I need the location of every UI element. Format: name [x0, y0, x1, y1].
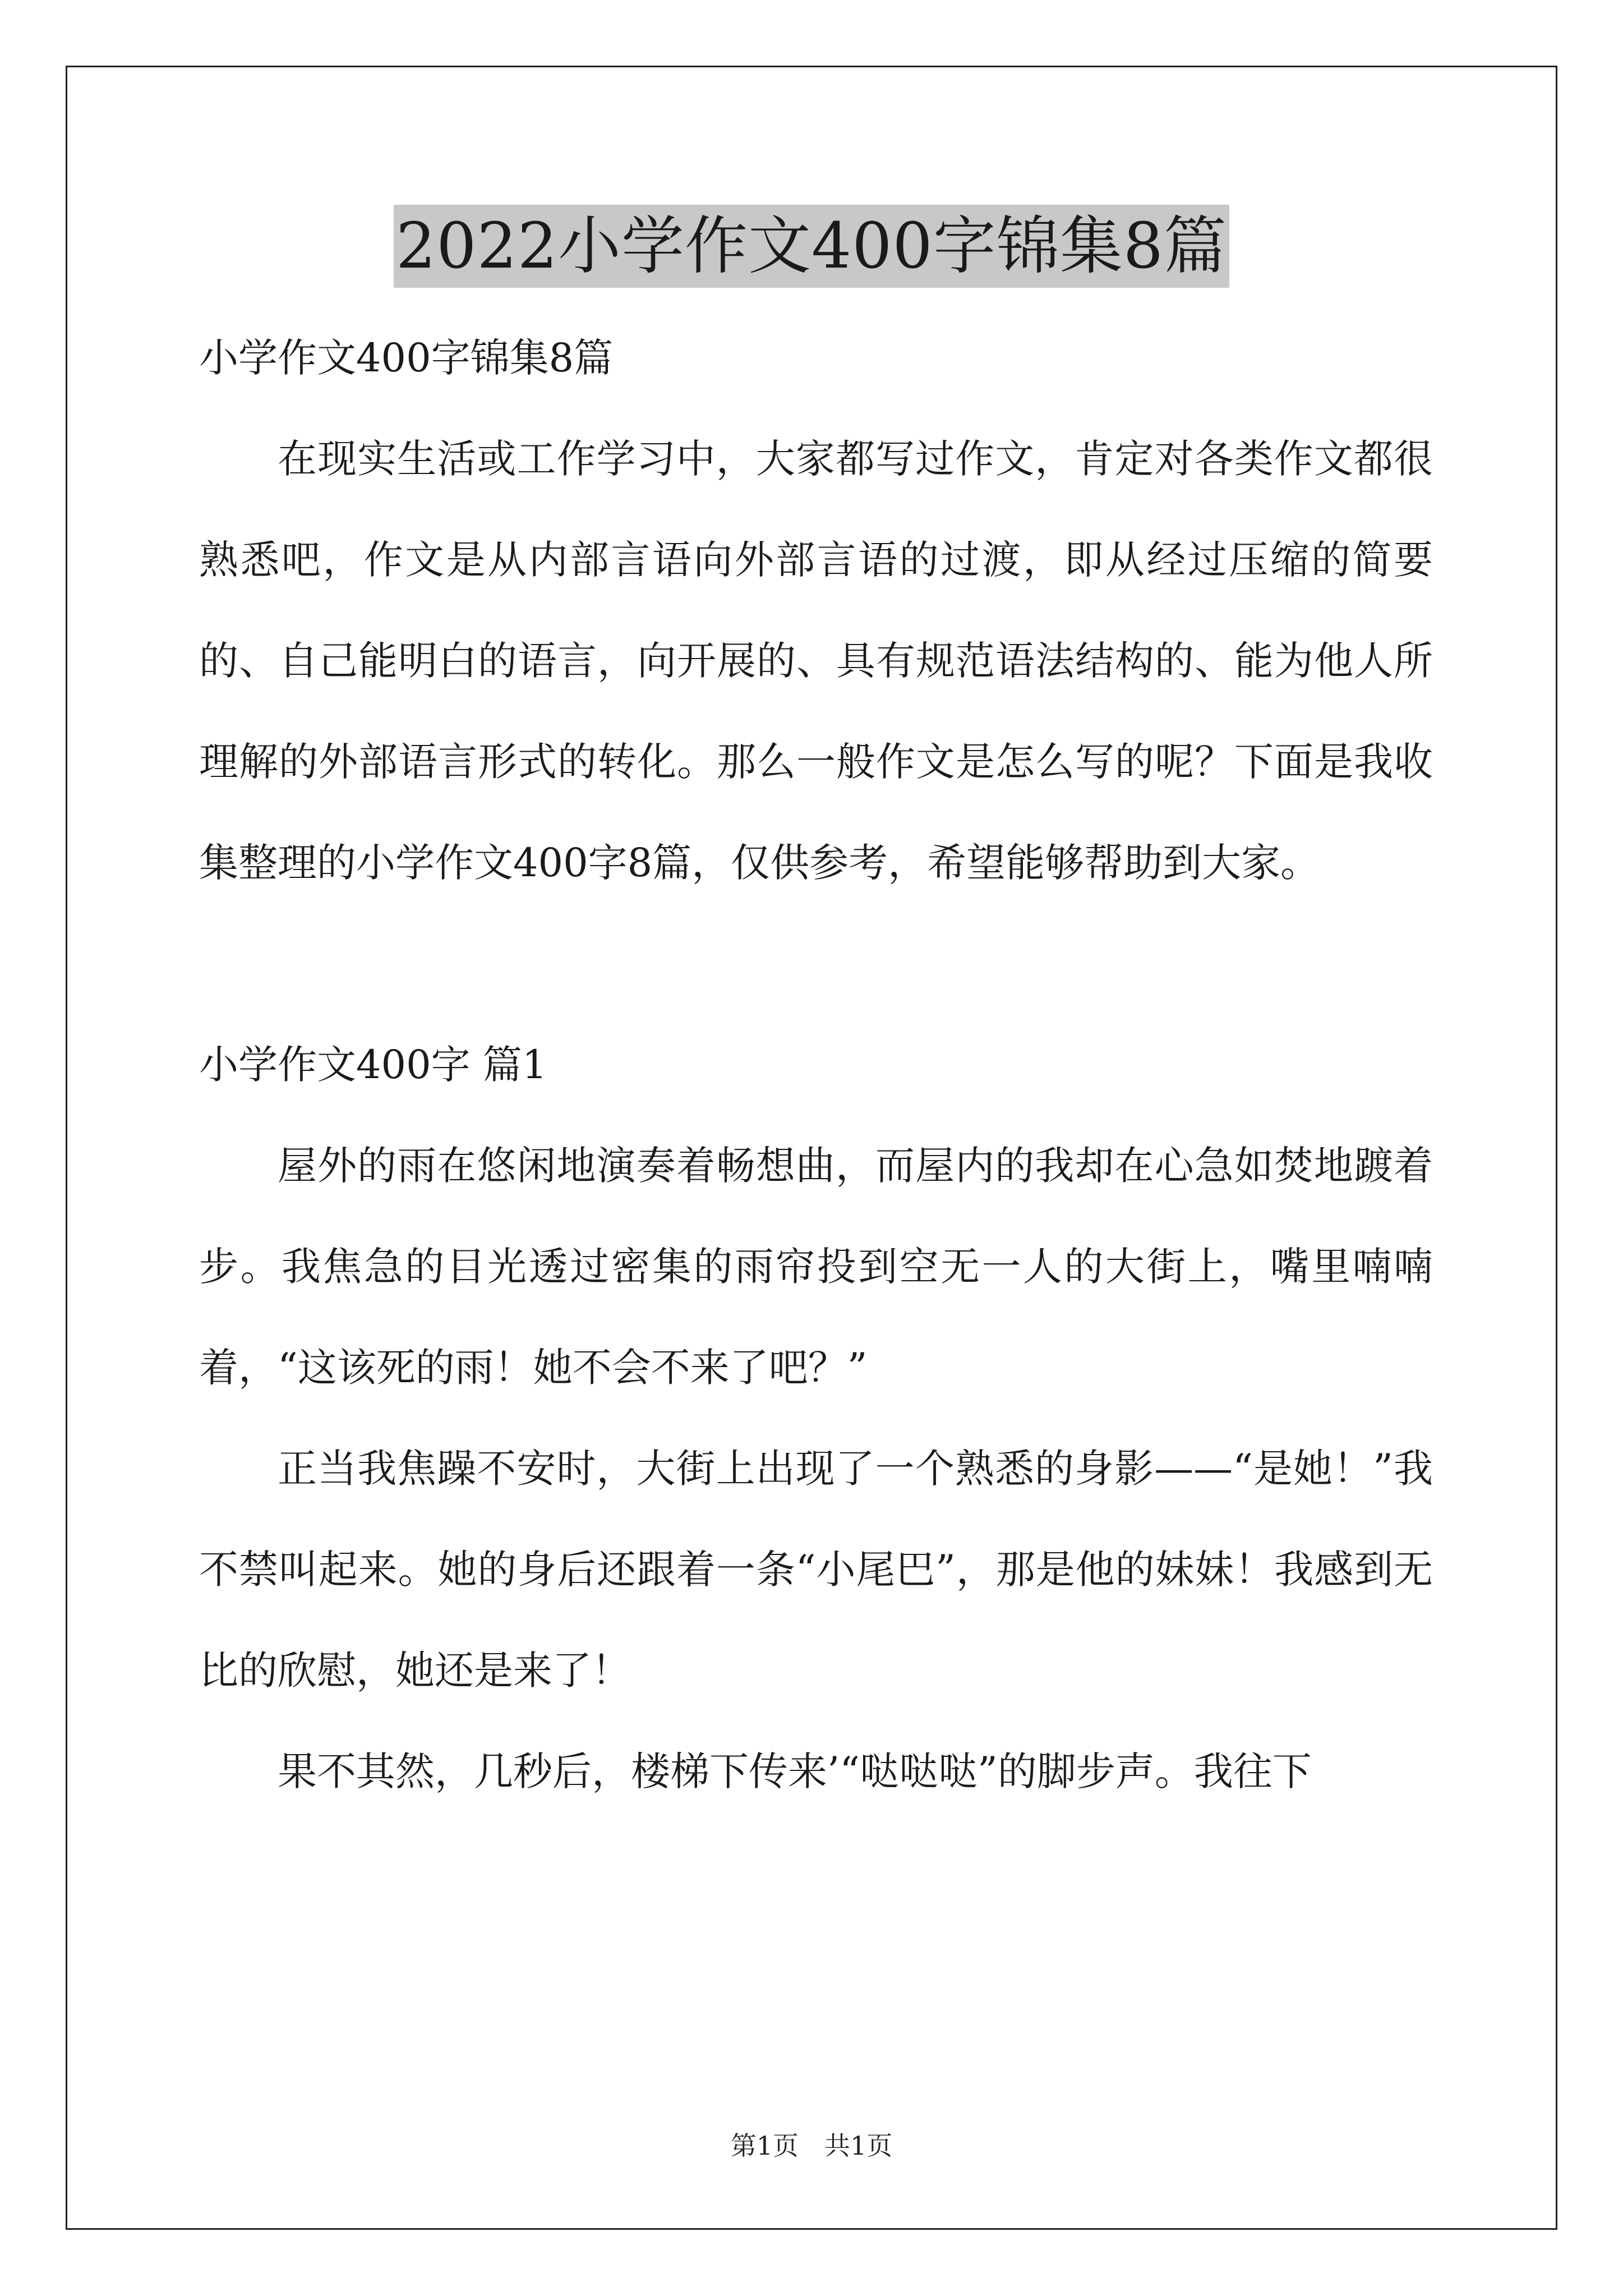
body-paragraph: 正当我焦躁不安时，大街上出现了一个熟悉的身影——“是她！”我不禁叫起来。她的身后还跟着一条“小尾巴”，那是他的妹妹！我感到无比的欣慰，她还是来了！	[199, 1446, 1433, 1694]
body-paragraph: 屋外的雨在悠闲地演奏着畅想曲，而屋内的我却在心急如焚地踱着步。我焦急的目光透过密集的雨帘投到空无一人的大街上，嘴里喃喃着，“这该死的雨！她不会不来了吧？”	[199, 1143, 1433, 1391]
page-footer: 第1页 共1页	[730, 2131, 893, 2161]
intro-paragraph: 在现实生活或工作学习中，大家都写过作文，肯定对各类作文都很熟悉吧，作文是从内部言语向外部言语的过渡，即从经过压缩的简要的、自己能明白的语言，向开展的、具有规范语法结构的、能为他人所理解的外部语言形式的转化。那么一般作文是怎么写的呢？下面是我收集整理的小学作文400字8篇，仅供参考，希望能够帮助到大家。	[199, 436, 1433, 886]
body-paragraph: 果不其然，几秒后，楼梯下传来’“哒哒哒”的脚步声。我往下	[278, 1749, 1312, 1795]
section-spacer	[199, 913, 1433, 1014]
title-container	[0, 205, 1623, 288]
section-heading: 小学作文400字 篇1	[199, 1042, 547, 1088]
document-title: 2022小学作文400字锦集8篇	[394, 205, 1229, 288]
document-subtitle: 小学作文400字锦集8篇	[199, 335, 614, 381]
document-body	[199, 307, 1433, 1822]
